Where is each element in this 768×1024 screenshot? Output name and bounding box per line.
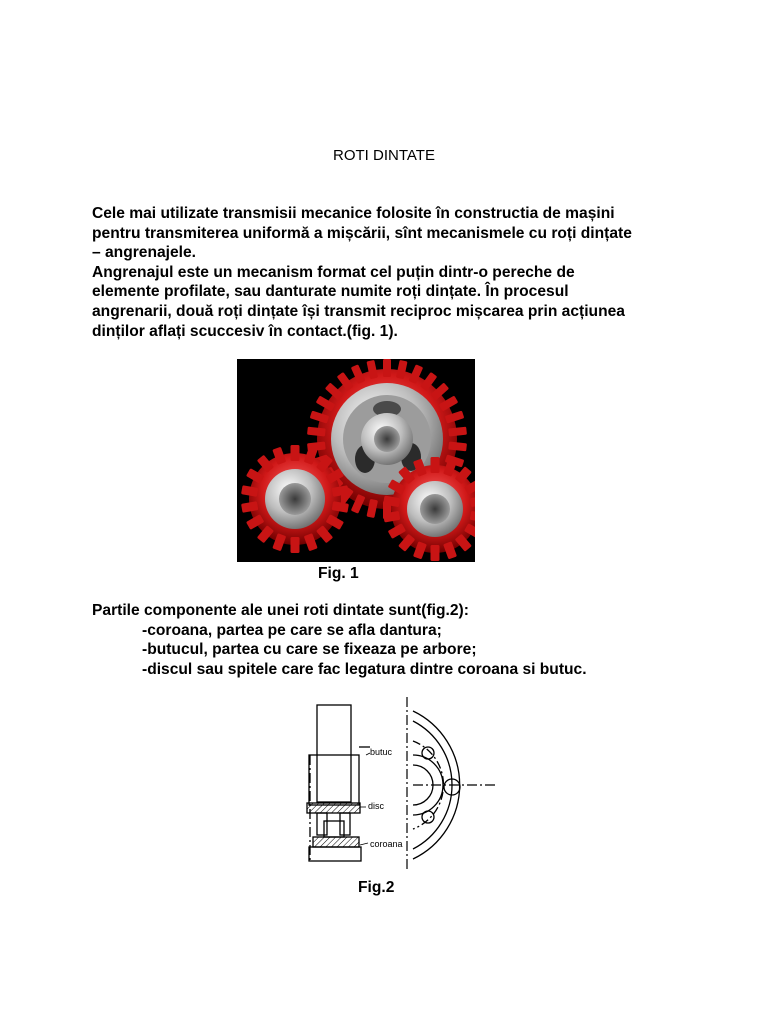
label-hub: butuc — [370, 747, 393, 757]
intro-paragraph — [92, 204, 712, 341]
intro-line: elemente profilate, sau danturate numite roți dințate. În procesul — [92, 283, 569, 301]
fig1-caption: Fig. 1 — [318, 565, 359, 582]
component-item: -coroana, partea pe care se afla dantura; — [142, 621, 442, 639]
intro-line: – angrenajele. — [92, 244, 197, 262]
intro-line: angrenarii, două roți dințate își transmit reciproc mișcarea prin acțiunea — [92, 302, 625, 320]
gear-section-drawing — [300, 697, 498, 869]
label-disc: disc — [368, 801, 385, 811]
gears-image — [237, 359, 475, 562]
intro-line: dinților aflați scuccesiv în contact.(fig. 1). — [92, 322, 398, 340]
component-item: -butucul, partea cu care se fixeaza pe arbore; — [142, 641, 477, 659]
component-item: -discul sau spitele care fac legatura dintre coroana si butuc. — [142, 660, 587, 678]
intro-line: pentru transmiterea uniformă a mișcării, sînt mecanismele cu roți dințate — [92, 224, 632, 242]
page-title: ROTI DINTATE — [333, 147, 435, 164]
fig2-caption: Fig.2 — [358, 879, 395, 896]
intro-line: Cele mai utilizate transmisii mecanice folosite în constructia de mașini — [92, 205, 615, 222]
components-section — [92, 601, 712, 679]
components-heading: Partile componente ale unei roti dintate sunt(fig.2): — [92, 602, 469, 619]
label-rim: coroana — [370, 839, 403, 849]
intro-line: Angrenajul este un mecanism format cel puțin dintr-o pereche de — [92, 263, 575, 281]
